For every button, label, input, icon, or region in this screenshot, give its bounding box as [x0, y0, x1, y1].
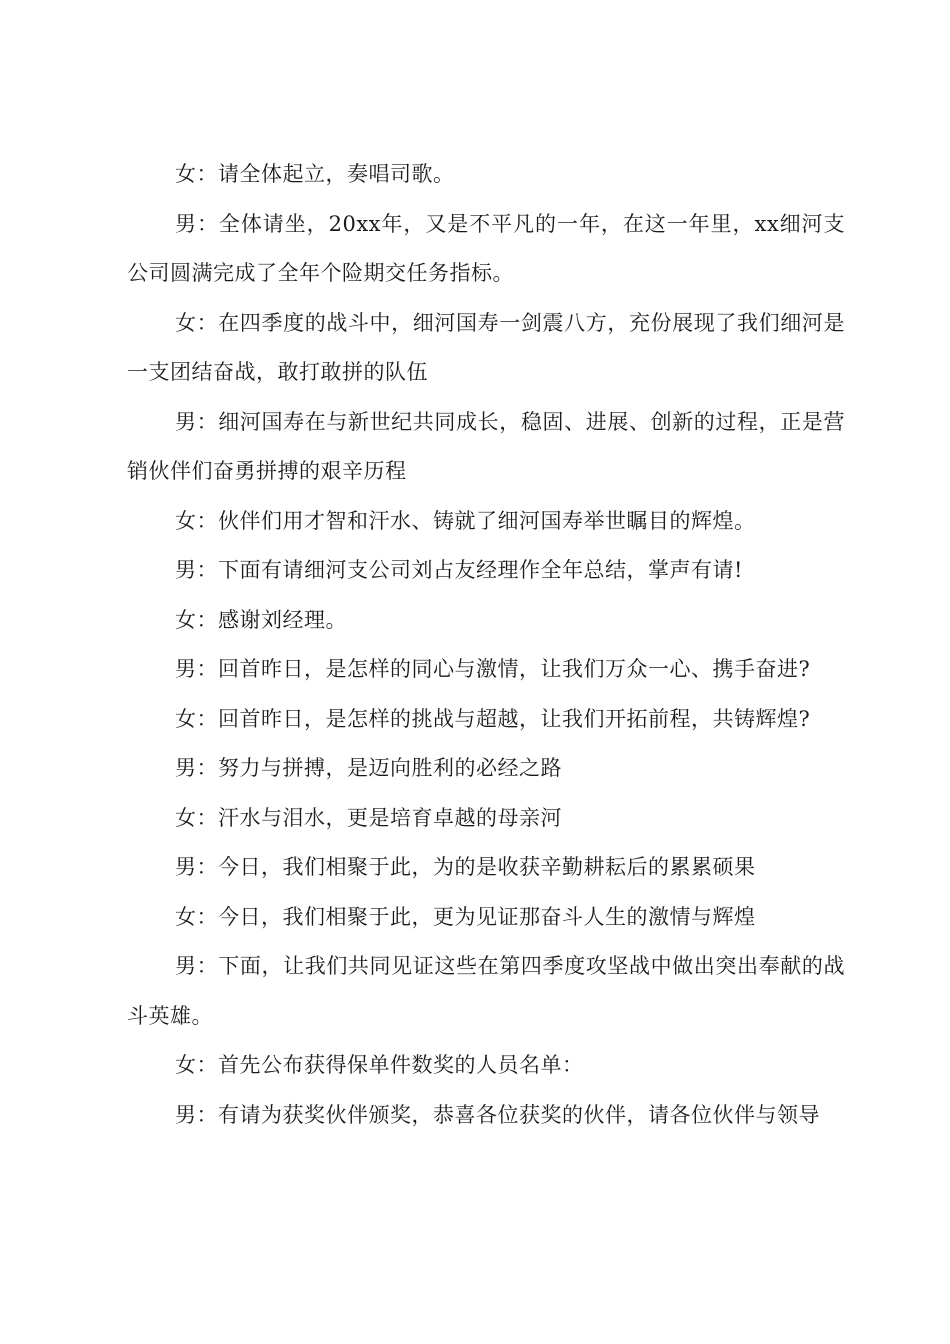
paragraph-sweat-and-tears: 女：汗水与泪水，更是培育卓越的母亲河: [175, 805, 562, 830]
paragraph-gathered-for-witness: 女：今日，我们相聚于此，更为见证那奋斗人生的激情与辉煌: [175, 904, 756, 929]
paragraph-looking-back-unity: 男：回首昨日，是怎样的同心与激情，让我们万众一心、携手奋进?: [175, 657, 811, 681]
paragraph-thank-manager: 女：感谢刘经理。: [175, 607, 347, 632]
paragraph-announce-winners: 女：首先公布获得保单件数奖的人员名单：: [175, 1053, 584, 1077]
paragraph-stand-for-anthem: 女：请全体起立，奏唱司歌。: [175, 162, 455, 186]
paragraph-manager-summary-invite: 男：下面有请细河支公司刘占友经理作全年总结，掌声有请!: [175, 558, 743, 582]
document-body: [127, 150, 845, 1140]
paragraph-growth-with-new-century: 男：细河国寿在与新世纪共同成长，稳固、进展、创新的过程，正是营销伙伴们奋勇拼搏的艰辛历程: [127, 409, 845, 483]
paragraph-gathered-for-harvest: 男：今日，我们相聚于此，为的是收获辛勤耕耘后的累累硕果: [175, 855, 756, 879]
paragraph-witness-heroes: 男：下面，让我们共同见证这些在第四季度攻坚战中做出突出奉献的战斗英雄。: [127, 954, 845, 1028]
paragraph-effort-and-struggle: 男：努力与拼搏，是迈向胜利的必经之路: [175, 756, 562, 780]
paragraph-partners-brilliance: 女：伙伴们用才智和汗水、铸就了细河国寿举世瞩目的辉煌。: [175, 508, 756, 533]
paragraph-fourth-quarter-battle: 女：在四季度的战斗中，细河国寿一剑震八方，充份展现了我们细河是一支团结奋战，敢打敢拼的队伍: [127, 310, 845, 384]
paragraph-award-ceremony: 男：有请为获奖伙伴颁奖，恭喜各位获奖的伙伴，请各位伙伴与领导: [175, 1102, 820, 1127]
paragraph-annual-task-completed: 男：全体请坐，20xx年，又是不平凡的一年，在这一年里，xx细河支公司圆满完成了全年个险期交任务指标。: [127, 211, 845, 285]
paragraph-looking-back-challenge: 女：回首昨日，是怎样的挑战与超越，让我们开拓前程，共铸辉煌?: [175, 706, 811, 731]
